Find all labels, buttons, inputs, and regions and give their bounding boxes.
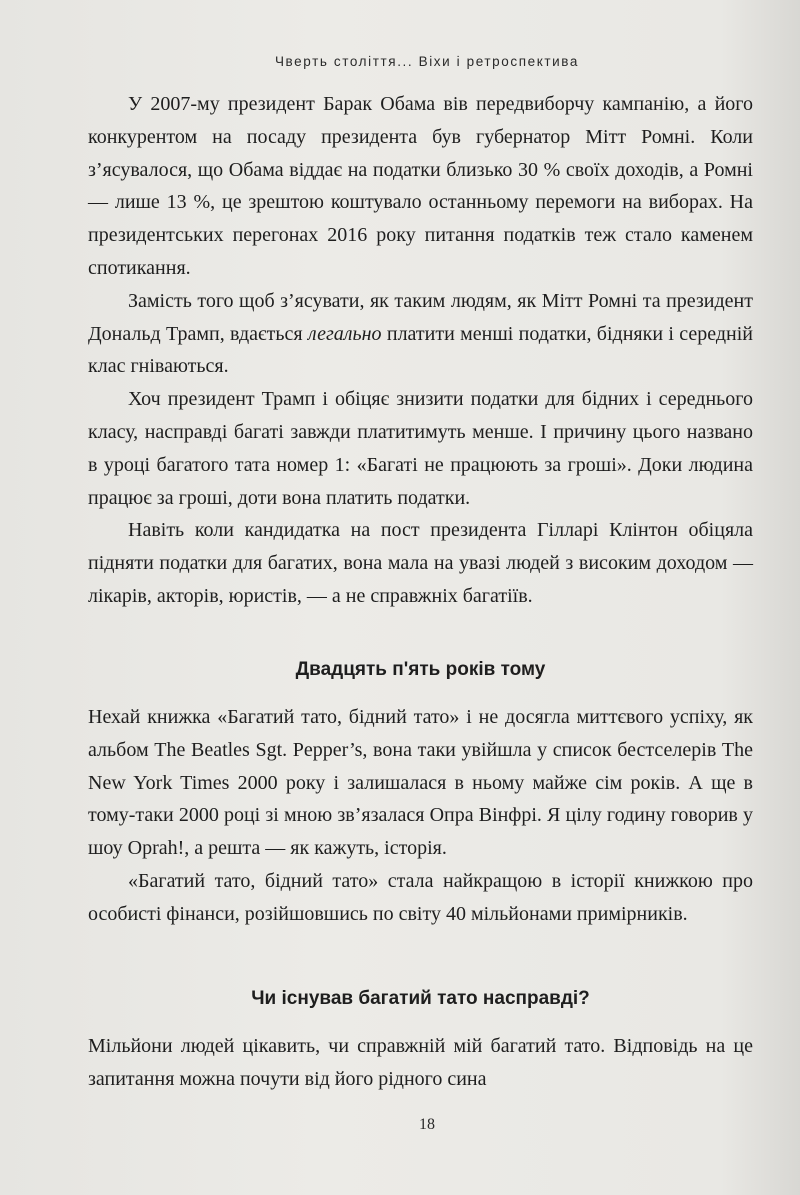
running-head [0, 54, 800, 69]
paragraph: У 2007-му президент Барак Обама вів передвиборчу кампанію, а його конкурентом на посаду президента був губернатор Мітт Ромні. Коли з’ясувалося, що Обама віддає на податки близько 30 % своїх доходів, а Ромні — лише 13 %, це зрештою коштувало останньому перемоги на виборах. На президентських перегонах 2016 року питання податків теж стало каменем спотикання. [88, 93, 753, 279]
emphasis-word: легально [307, 322, 382, 345]
section-heading: Чи існував багатий тато насправді? [251, 988, 590, 1009]
paragraph: Нехай книжка «Багатий тато, бідний тато» і не досягла миттєвого успіху, як альбом The Beatles Sgt. Pepper’s, вона таки увійшла у список бестселерів The New York Times 2000 року і залишалася в ньому майже сім років. А ще в тому-таки 2000 році зі мною зв’язалася Опра Вінфрі. Я цілу годину говорив у шоу Oprah!, а решта — як кажуть, історія. [88, 706, 753, 860]
page-number-text: 18 [419, 1116, 435, 1133]
running-head-text: Чверть століття... Віхи і ретроспектива [274, 54, 580, 69]
page-number [0, 1116, 800, 1134]
paragraph: Мільйони людей цікавить, чи справжній мій багатий тато. Відповідь на це запитання можна почути від його рідного сина [88, 1035, 753, 1090]
paragraph: «Багатий тато, бідний тато» стала найкращою в історії книжкою про особисті фінанси, розійшовшись по світу 40 мільйонами примірників. [88, 869, 753, 925]
paragraph: Навіть коли кандидатка на пост президента Гілларі Клінтон обіцяла підняти податки для багатих, вона мала на увазі людей з високим доходом — лікарів, акторів, юристів, — а не справжніх багатіїв. [88, 519, 753, 607]
paragraph-part: платити менші податки, бідняки і середній клас гніваються. [88, 322, 754, 378]
paragraph-with-emphasis [88, 285, 753, 383]
section-2-text [88, 701, 753, 931]
section-heading: Двадцять п'ять років тому [295, 659, 546, 680]
section-1-text [88, 88, 753, 613]
paragraph-part: Замість того щоб з’ясувати, як таким людям, як Мітт Ромні та президент Дональд Трамп, вдається [88, 289, 753, 345]
paragraph: Хоч президент Трамп і обіцяє знизити податки для бідних і середнього класу, насправді багаті завжди платитимуть менше. І причину цього названо в уроці багатого тата номер 1: «Багаті не працюють за гроші». Доки людина працює за гроші, доти вона платить податки. [88, 388, 753, 509]
section-3-text [88, 1030, 753, 1096]
